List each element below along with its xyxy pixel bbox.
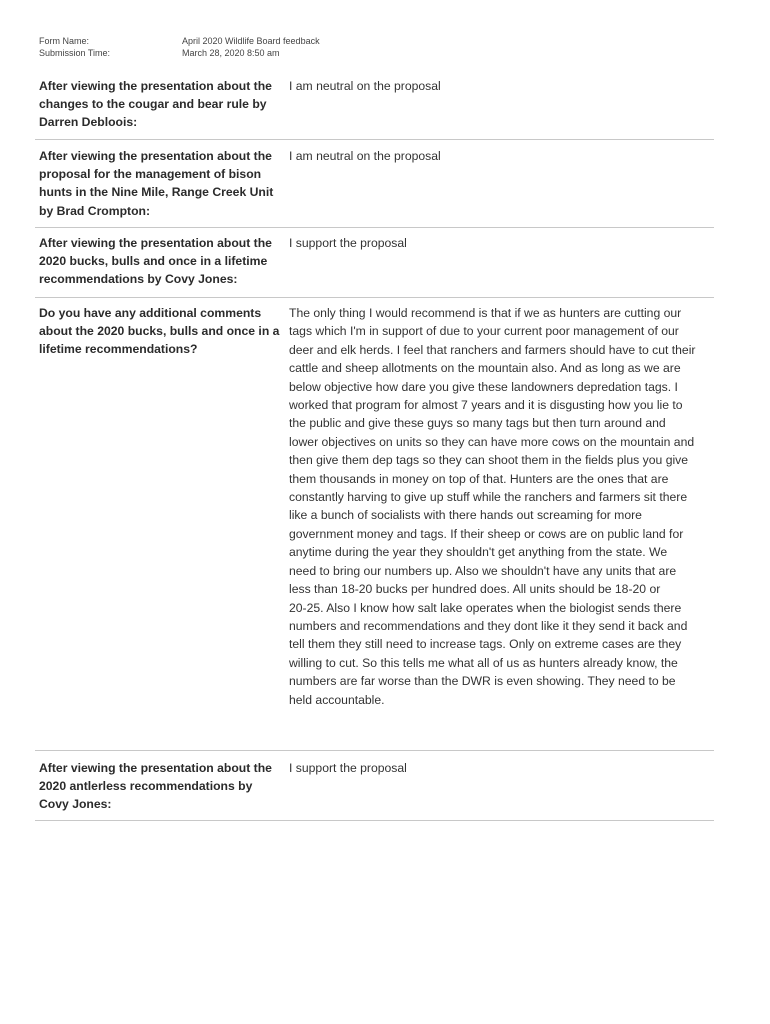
row-divider (35, 227, 714, 228)
question-text: After viewing the presentation about the proposal for the management of bison hunts in the Nine Mile, Range Creek Unit by Brad Crompton: (39, 149, 274, 218)
question-text: After viewing the presentation about the 2020 bucks, bulls and once in a lifetime recommendations by Covy Jones: (39, 236, 272, 287)
form-meta (39, 35, 320, 59)
form-name-row (39, 35, 320, 47)
row-divider (35, 750, 714, 751)
form-name-value: April 2020 Wildlife Board feedback (182, 36, 320, 46)
row-divider (35, 820, 714, 821)
question-text: After viewing the presentation about the 2020 antlerless recommendations by Covy Jones: (39, 761, 272, 812)
row-divider (35, 139, 714, 140)
submission-time-value: March 28, 2020 8:50 am (182, 48, 280, 58)
form-name-label: Form Name: (39, 36, 90, 46)
answer-text: I support the proposal (289, 236, 407, 250)
answer-text: I am neutral on the proposal (289, 79, 441, 93)
row-divider (35, 297, 714, 298)
submission-time-label: Submission Time: (39, 48, 111, 58)
submission-time-row (39, 47, 320, 59)
answer-text: The only thing I would recommend is that if we as hunters are cutting our tags which I'm in support of due to your current poor management of our deer and elk herds. I feel that ranchers and farmers should have to cut their cattle and sheep allotments on the mountain also. And as long as we are below objective how dare you give these landowners depredation tags. I worked that program for almost 7 years and it is disgusting how you lie to the public and give these guys so many tags but then turn around and lower objectives on units so they can have more cows on the mountain and then give them dep tags so they can shoot them in the fields plus you give them thousands in money on top of that. Hunters are the ones that are constantly harving to give up stuff while the ranchers and farmers sit there like a bunch of socialists with there hands out screaming for more government money and tags. If their sheep or cows are on public land for anytime during the year they shouldn't get anything from the state. We need to bring our numbers up. Also we shouldn't have any units that are less than 18-20 bucks per hundred does. All units should be 18-20 or 20-25. Also I know how salt lake operates when the biologist sends there numbers and recommendations and they dont like it they send it back and tell them they still need to increase tags. Only on extreme cases are they willing to cut. So this tells me what all of us as hunters already know, the numbers are far worse than the DWR is even showing. They need to be held accountable. (289, 306, 696, 707)
question-text: After viewing the presentation about the changes to the cougar and bear rule by Darren Debloois: (39, 79, 272, 130)
question-text: Do you have any additional comments about the 2020 bucks, bulls and once in a lifetime recommendations? (39, 306, 280, 357)
answer-text: I support the proposal (289, 761, 407, 775)
answer-text: I am neutral on the proposal (289, 149, 441, 163)
